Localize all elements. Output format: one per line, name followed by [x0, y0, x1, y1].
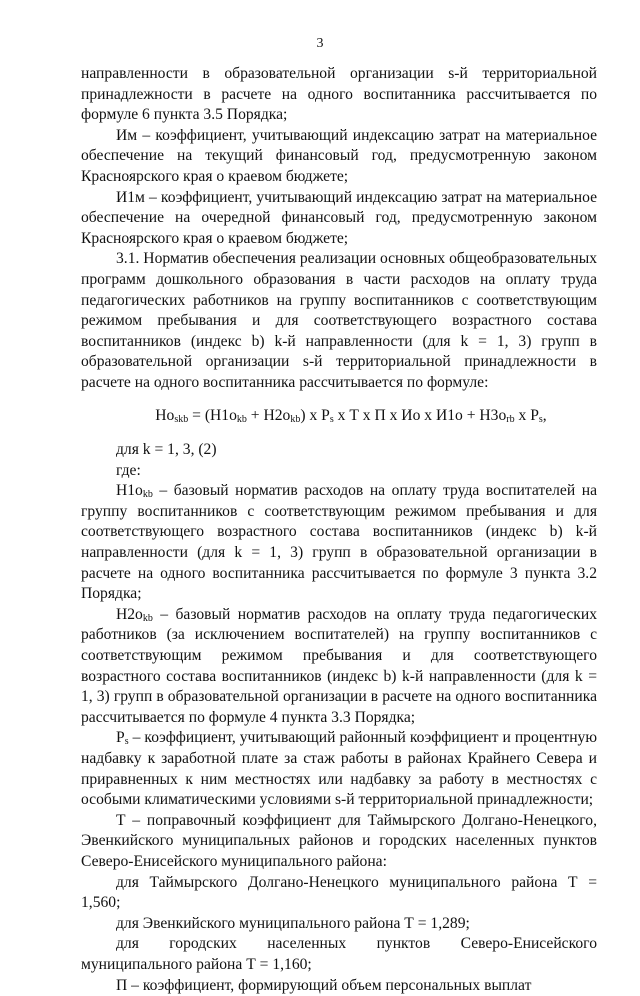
t-value-taimyr: для Таймырского Долгано-Ненецкого муниципального района Т = 1,560; — [81, 873, 597, 912]
where-label: где: — [116, 461, 141, 479]
t-value-severo-eniseisk: для городских населенных пунктов Северо-Енисейского муниципального района Т = 1,160; — [81, 935, 597, 973]
document-body — [81, 64, 597, 996]
definition-h1o: $Н1о_{kb}$ – базовый норматив расходов на оплату труда воспитателей на группу воспитанников с соответствующим режимом пребывания и для соответствующего возрастного состава воспитанников (индекс b) k-й направленности (для k = 1, 3) групп в образовательной организации в расчете на одного воспитанника рассчитывается по формуле 3 пункта 3.2 Порядка; — [81, 482, 597, 603]
paragraph-continuation: направленности в образовательной организации s-й территориальной принадлежности в расчете на одного воспитанника рассчитывается по формуле 6 пункта 3.5 Порядка; — [81, 65, 597, 124]
definition-p: П – коэффициент, формирующий объем персональных выплат — [116, 976, 532, 994]
paragraph-im-definition: Им – коэффициент, учитывающий индексацию затрат на материальное обеспечение на текущий финансовый год, предусмотренную законом Красноярского края о краевом бюджете; — [81, 126, 597, 185]
formula-index-note: для k = 1, 3, (2) — [116, 441, 217, 459]
paragraph-i1m-definition: И1м – коэффициент, учитывающий индексацию затрат на материальное обеспечение на очередной финансовый год, предусмотренную законом Красноярского края о краевом бюджете; — [81, 188, 597, 247]
definition-h2o: $Н2о_{kb}$ – базовый норматив расходов на оплату труда педагогических работников (за исключением воспитателей) на группу воспитанников с соответствующим режимом пребывания и для соответствующего возрастного состава воспитанников (индекс b) k-й направленности (для k = 1, 3) групп в образовательной организации в расчете на одного воспитанника рассчитывается по формуле 4 пункта 3.3 Порядка; — [81, 605, 597, 726]
t-value-evenk: для Эвенкийского муниципального района Т = 1,289; — [116, 914, 470, 932]
formula-2: $Но_{skb} = (Н1о_{kb} + Н2о_{kb})$ х $Р_s$ х Т х П х Ио х $И1о + Н3о_{rb}$ х $Р_s$, — [155, 406, 547, 425]
page-number: 3 — [316, 36, 324, 51]
definition-t: Т – поправочный коэффициент для Таймырского Долгано-Ненецкого, Эвенкийского муниципальных районов и городских населенных пунктов Северо-Енисейского муниципального района: — [81, 811, 597, 870]
definition-ps: $Р_s$ – коэффициент, учитывающий районный коэффициент и процентную надбавку к заработной плате за стаж работы в районах Крайнего Севера и приравненных к ним местностях или надбавку за работу в местностях с особыми климатическими условиями s-й территориальной принадлежности; — [81, 729, 597, 809]
paragraph-3-1: 3.1. Норматив обеспечения реализации основных общеобразовательных программ дошкольного образования в части расходов на оплату труда педагогических работников на группу воспитанников с соответствующим режимом пребывания и для соответствующего возрастного состава воспитанников (индекс b) k-й направленности (для k = 1, 3) групп в образовательной организации s-й территориальной принадлежности в расчете на одного воспитанника рассчитывается по формуле: — [81, 250, 597, 391]
